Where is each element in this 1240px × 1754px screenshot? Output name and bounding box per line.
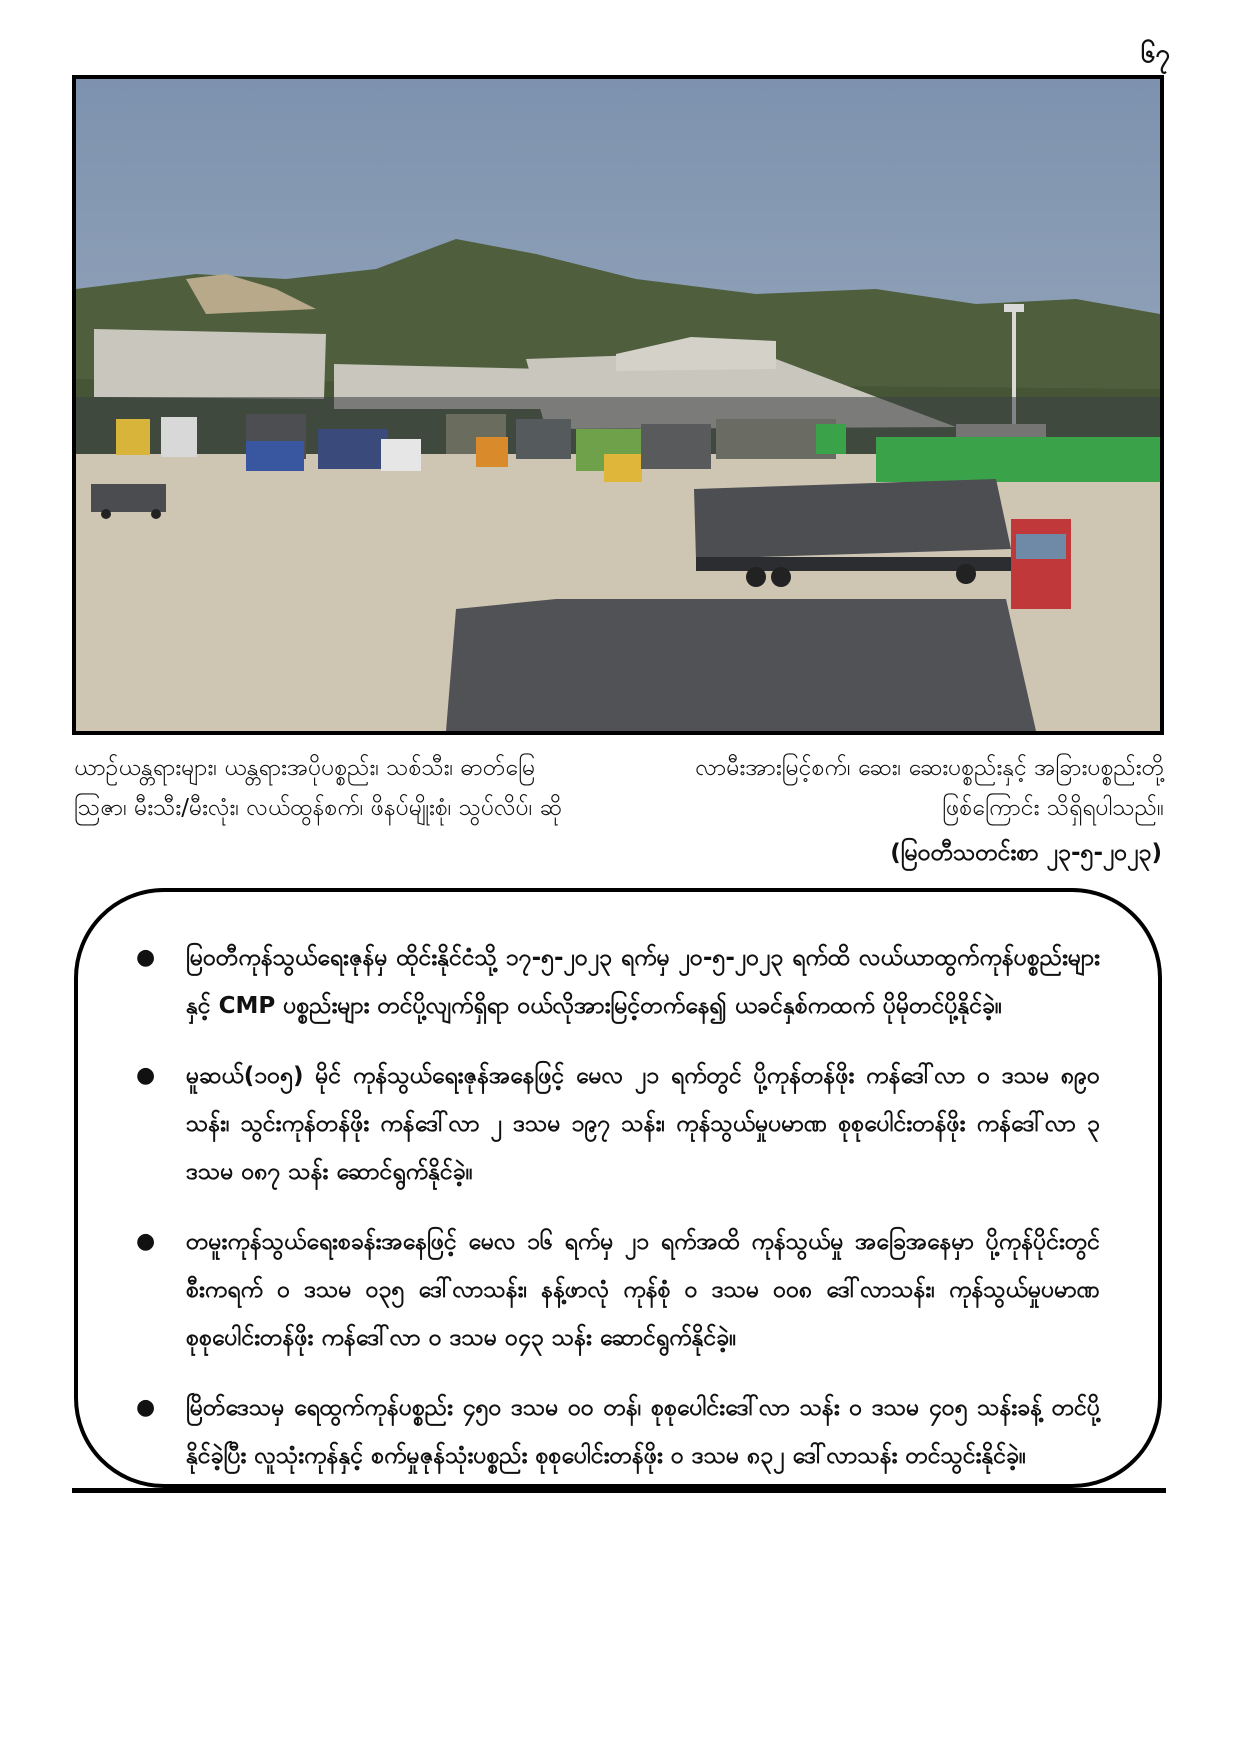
tarp-truck-right: [694, 479, 1011, 559]
news-bullet-item: ● မူဆယ်(၁၀၅) မိုင် ကုန်သွယ်ရေးဇုန်အနေဖြင့် မေလ ၂၁ ရက်တွင် ပို့ကုန်တန်ဖိုး ကန်ဒေါ်လာ ၀ ဒသမ ၈၉၀ သန်း၊ သွင်းကုန်တန်ဖိုး ကန်ဒေါ်လာ ၂ ဒသမ ၁၉၇ သန်း၊ ကုန်သွယ်မှုပမာဏ စုစုပေါင်းတန်ဖိုး ကန်ဒေါ်လာ ၃ ဒသမ ၀၈၇ သန်း ဆောင်ရွက်နိုင်ခဲ့။: [136, 1052, 1100, 1196]
caption-line-2-left: ဩဇာ၊ မီးသီး/မီးလုံး၊ လယ်ထွန်စက်၊ ဖိနပ်မျိုးစုံ၊ သွပ်လိပ်၊ ဆို: [74, 795, 562, 821]
photo-illustration: [76, 79, 1160, 731]
border-checkpoint-photo: [72, 75, 1164, 735]
photo-caption: [74, 748, 1164, 828]
red-truck-cab: [1011, 519, 1071, 609]
caption-line-1-right: လာမီးအားမြင့်စက်၊ ဆေး၊ ဆေးပစ္စည်းနှင့် အခြားပစ္စည်းတို့: [695, 755, 1164, 781]
shed-roof-left: [94, 329, 326, 399]
caption-line-2-right: ဖြစ်ကြောင်း သိရှိရပါသည်။: [942, 795, 1164, 821]
source-citation: (မြဝတီသတင်းစာ ၂၃-၅-၂၀၂၃): [890, 840, 1162, 866]
tarp-truck-foreground: [446, 599, 1036, 731]
news-bullet-item: ● မြိတ်ဒေသမှ ရေထွက်ကုန်ပစ္စည်း ၄၅၀ ဒသမ ၀၀ တန်၊ စုစုပေါင်းဒေါ်လာ သန်း ၀ ဒသမ ၄၀၅ သန်းခန့် တင်ပို့နိုင်ခဲ့ပြီး လူသုံးကုန်နှင့် စက်မှုဇုန်သုံးပစ္စည်း စုစုပေါင်းတန်ဖိုး ၀ ဒသမ ၈၃၂ ဒေါ်လာသန်း တင်သွင်းနိုင်ခဲ့။: [136, 1384, 1100, 1480]
bottom-divider: [72, 1488, 1166, 1493]
caption-line-1-left: ယာဉ်ယန္တရားများ၊ ယန္တရားအပိုပစ္စည်း၊ သစ်သီး၊ ဓာတ်မြေ: [74, 755, 536, 781]
page-number: ၆၇: [1140, 39, 1170, 69]
caption-line-2: [74, 788, 1164, 828]
news-bullet-list: [136, 934, 1100, 1480]
news-box: [74, 888, 1162, 1488]
news-bullet-item: ● တမူးကုန်သွယ်ရေးစခန်းအနေဖြင့် မေလ ၁၆ ရက်မှ ၂၁ ရက်အထိ ကုန်သွယ်မှု အခြေအနေမှာ ပို့ကုန်ပိုင်းတွင် စီးကရက် ၀ ဒသမ ၀၃၅ ဒေါ်လာသန်း၊ နန့်ဖာလုံ ကုန်စုံ ၀ ဒသမ ၀၀၈ ဒေါ်လာသန်း၊ ကုန်သွယ်မှုပမာဏ စုစုပေါင်းတန်ဖိုး ကန်ဒေါ်လာ ၀ ဒသမ ၀၄၃ သန်း ဆောင်ရွက်နိုင်ခဲ့။: [136, 1218, 1100, 1362]
news-bullet-item: ● မြဝတီကုန်သွယ်ရေးဇုန်မှ ထိုင်းနိုင်ငံသို့ ၁၇-၅-၂၀၂၃ ရက်မှ ၂၀-၅-၂၀၂၃ ရက်ထိ လယ်ယာထွက်ကုန်ပစ္စည်းများနှင့် CMP ပစ္စည်းများ တင်ပို့လျက်ရှိရာ ဝယ်လိုအားမြင့်တက်နေ၍ ယခင်နှစ်ကထက် ပိုမိုတင်ပို့နိုင်ခဲ့။: [136, 934, 1100, 1030]
caption-line-1: [74, 748, 1164, 788]
green-tarp-trucks: [876, 437, 1160, 482]
